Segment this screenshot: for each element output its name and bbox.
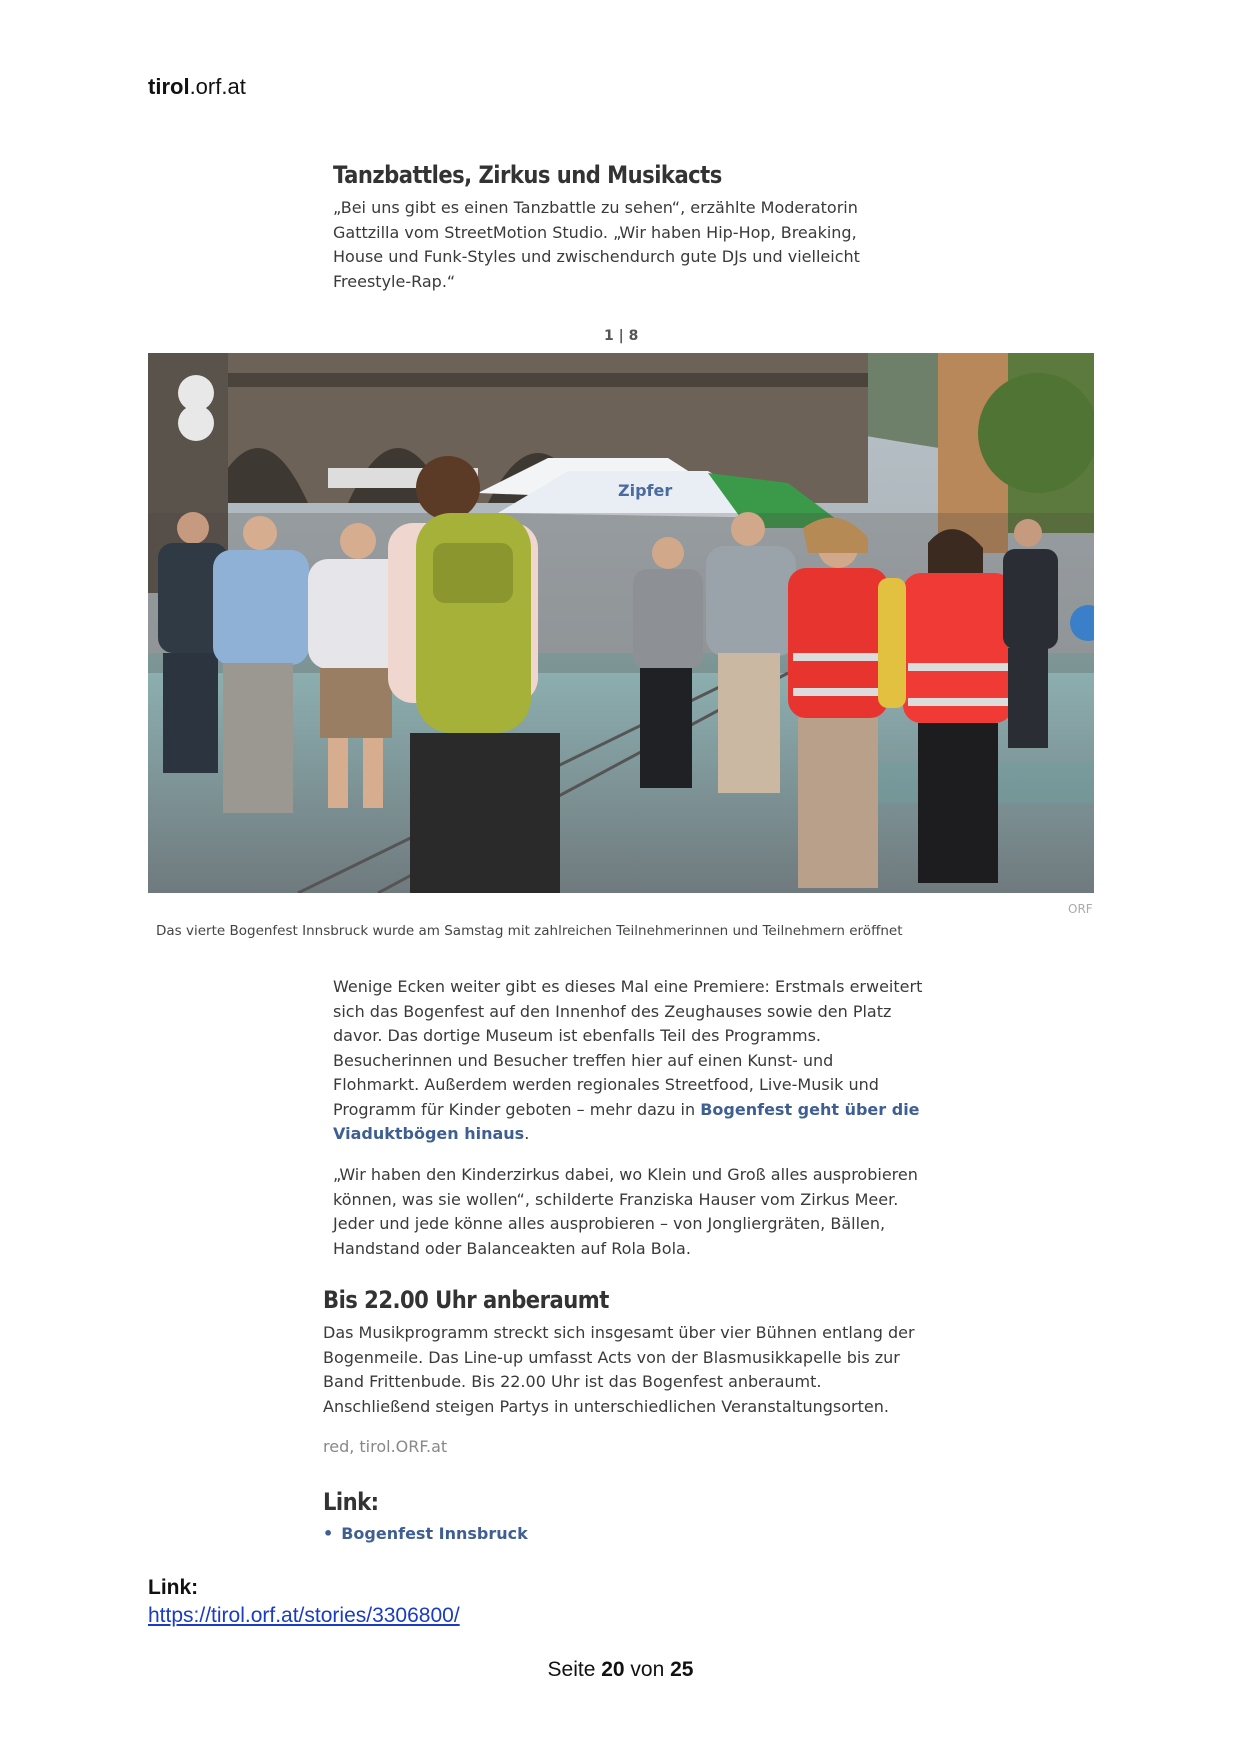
- page-prefix: Seite: [547, 1658, 602, 1681]
- section-heading-tanzbattles: Tanzbattles, Zirkus und Musikacts: [333, 161, 722, 189]
- page-middle: von: [624, 1658, 671, 1681]
- links-heading: Link:: [323, 1488, 379, 1516]
- article-source: red, tirol.ORF.at: [323, 1437, 448, 1456]
- page-total: 25: [670, 1658, 694, 1681]
- section-heading-bis-22-uhr: Bis 22.00 Uhr anberaumt: [323, 1286, 609, 1314]
- paragraph-premiere-end: .: [524, 1124, 530, 1143]
- photo-copyright: ORF: [1068, 902, 1093, 916]
- link-bogenfest-innsbruck[interactable]: Bogenfest Innsbruck: [341, 1524, 528, 1543]
- links-list-item: [323, 1524, 528, 1543]
- photo-caption: Das vierte Bogenfest Innsbruck wurde am Samstag mit zahlreichen Teilnehmerinnen und Teilnehmern eröffnet: [156, 923, 903, 939]
- umbrella-logo-text: Zipfer: [618, 481, 673, 500]
- paragraph-premiere: [333, 975, 923, 1147]
- paragraph-kinderzirkus: „Wir haben den Kinderzirkus dabei, wo Klein und Groß alles ausprobieren können, was sie wollen“, schilderte Franziska Hauser vom Zirkus Meer. Jeder und jede könne alles ausprobieren – von Jongliergräten, Bällen, Handstand oder Balanceakten auf Rola Bola.: [333, 1165, 918, 1258]
- gallery-photo[interactable]: [148, 353, 1094, 893]
- paragraph-premiere-text: Wenige Ecken weiter gibt es dieses Mal eine Premiere: Erstmals erweitert sich das Bogenfest auf den Innenhof des Zeughauses sowie den Platz davor. Das dortige Museum ist ebenfalls Teil des Programms. Besucherinnen und Besucher treffen hier auf einen Kunst- und Flohmarkt. Außerdem werden regionales Streetfood, Live-Musik und Programm für Kinder geboten – mehr dazu in: [333, 977, 923, 1119]
- gallery-counter: 1 | 8: [604, 328, 639, 344]
- site-header: [148, 74, 246, 100]
- paragraph-tanzbattle: „Bei uns gibt es einen Tanzbattle zu sehen“, erzählte Moderatorin Gattzilla vom StreetMotion Studio. „Wir haben Hip-Hop, Breaking, House und Funk-Styles und zwischendurch gute DJs und vielleicht Freestyle-Rap.“: [333, 198, 860, 291]
- paragraph-musikprogramm: Das Musikprogramm streckt sich insgesamt über vier Bühnen entlang der Bogenmeile. Das Line-up umfasst Acts von der Blasmusikkapelle bis zur Band Frittenbude. Bis 22.00 Uhr ist das Bogenfest anberaumt. Anschließend steigen Partys in unterschiedlichen Veranstaltungsorten.: [323, 1323, 915, 1416]
- page-current: 20: [601, 1658, 625, 1681]
- site-name-rest: .orf.at: [189, 74, 246, 99]
- festival-crowd-image: [148, 353, 1094, 893]
- bullet-icon: •: [323, 1524, 334, 1543]
- site-name-bold: tirol: [148, 74, 190, 99]
- footer-source-url[interactable]: https://tirol.orf.at/stories/3306800/: [148, 1604, 460, 1627]
- link-viaduktboegen[interactable]: Bogenfest geht über die Viaduktbögen hinaus: [333, 1099, 920, 1143]
- footer-link-label: Link:: [148, 1576, 199, 1599]
- page-number: [0, 1658, 1241, 1682]
